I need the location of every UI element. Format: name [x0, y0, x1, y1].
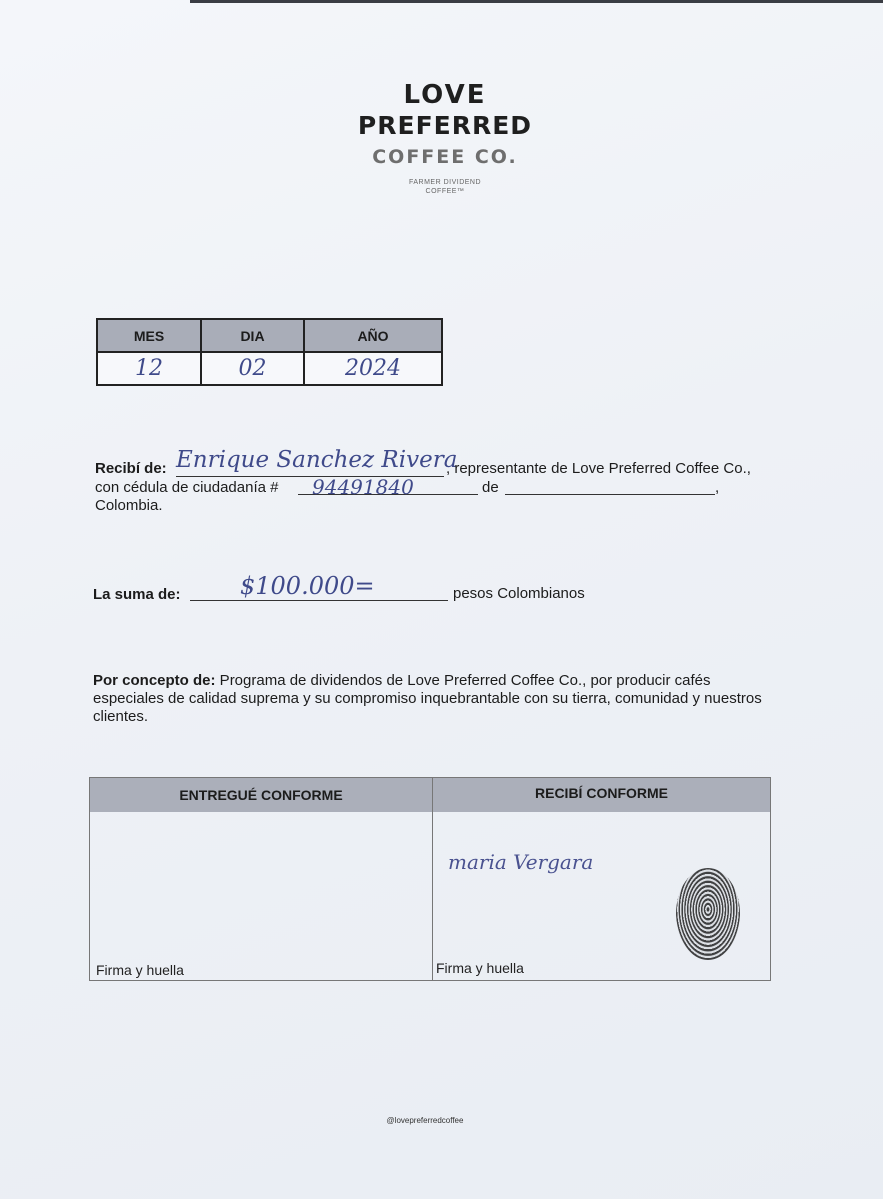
concepto-paragraph	[93, 672, 773, 726]
recibi-suffix: , representante de Love Preferred Coffee Co.,	[446, 460, 751, 477]
concepto-text: Programa de dividendos de Love Preferred Coffee Co., por producir cafés especiales de calidad suprema y su compromiso inquebrantable con su tierra, comunidad y nuestros clientes.	[93, 672, 762, 725]
suma-suffix: pesos Colombianos	[453, 585, 585, 602]
header-entregue: ENTREGUÉ CONFORME	[179, 787, 343, 803]
fingerprint-icon	[676, 868, 740, 960]
date-value-day: 02	[238, 356, 267, 381]
cedula-label: con cédula de ciudadanía #	[95, 479, 279, 496]
date-value-year: 2024	[345, 356, 401, 381]
logo-tagline-1: FARMER DIVIDEND	[408, 179, 482, 186]
left-firma-label: Firma y huella	[96, 962, 184, 978]
recibi-name-handwritten: Enrique Sanchez Rivera	[176, 447, 458, 473]
top-edge	[190, 0, 883, 3]
date-cell-year	[304, 352, 442, 385]
right-signature-handwritten: maria Vergara	[448, 850, 594, 874]
right-firma-label: Firma y huella	[436, 960, 524, 976]
date-cell-day	[201, 352, 304, 385]
recibi-label: Recibí de:	[95, 460, 167, 477]
suma-underline	[190, 600, 448, 601]
signature-divider	[432, 778, 433, 980]
footer-handle: @lovepreferredcoffee	[386, 1116, 464, 1125]
logo-tagline-2: COFFEE™	[425, 188, 465, 195]
header-recibi: RECIBÍ CONFORME	[535, 785, 668, 801]
logo-line-preferred: PREFERRED	[357, 111, 533, 140]
suma-label: La suma de:	[93, 586, 181, 603]
date-value-month: 12	[135, 356, 163, 381]
date-header-year: AÑO	[304, 319, 442, 352]
date-header-month: MES	[97, 319, 201, 352]
cedula-handwritten: 94491840	[312, 475, 414, 499]
concepto-label: Por concepto de:	[93, 672, 216, 689]
signature-table	[89, 777, 771, 981]
de-comma: ,	[715, 479, 720, 496]
signature-header-row	[90, 778, 770, 812]
date-table	[96, 318, 443, 386]
date-header-day: DIA	[201, 319, 304, 352]
de-underline	[505, 494, 715, 495]
logo-line-coffee: COFFEE CO.	[372, 146, 518, 168]
suma-handwritten: $100.000=	[240, 572, 375, 600]
de-label: de	[482, 479, 499, 496]
logo-line-love: LOVE	[403, 80, 487, 110]
date-cell-month	[97, 352, 201, 385]
country-text: Colombia.	[95, 497, 163, 514]
company-logo	[340, 80, 550, 196]
